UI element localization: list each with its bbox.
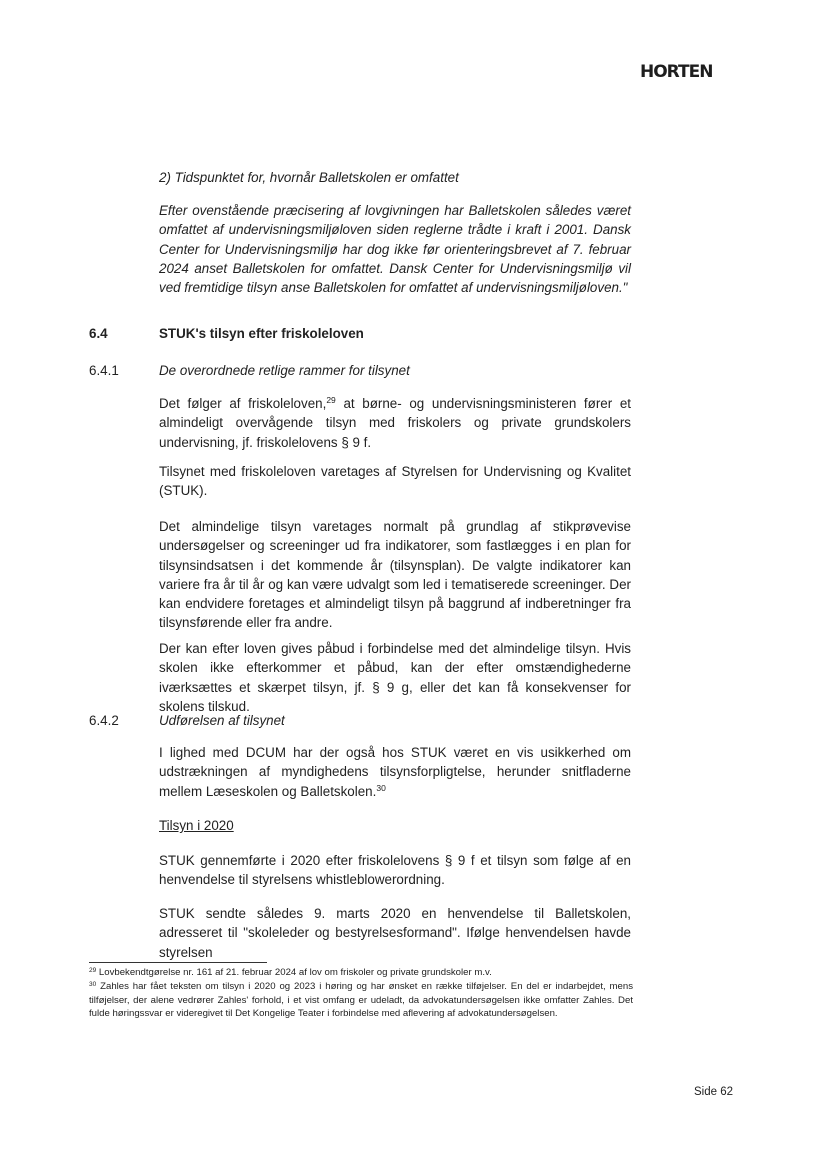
- quote-subtitle: 2) Tidspunktet for, hvornår Balletskolen er omfattet: [159, 170, 459, 185]
- page-number: Side 62: [694, 1086, 734, 1098]
- footnote-30: [89, 980, 633, 1021]
- footnote-ref[interactable]: 30: [376, 782, 386, 793]
- footnote-ref[interactable]: 29: [326, 395, 336, 405]
- footnote-29: [89, 966, 633, 980]
- paragraph: Tilsynet med friskoleloven varetages af Styrelsen for Undervisning og Kvalitet (STUK).: [159, 464, 631, 499]
- paragraph: STUK sendte således 9. marts 2020 en henvendelse til Balletskolen, adresseret til "skoleleder og bestyrelsesformand". Ifølge henvendelsen havde styrelsen: [159, 906, 631, 960]
- section-number-6-4-1: 6.4.1: [89, 363, 119, 378]
- paragraph: [159, 743, 631, 801]
- footnote-separator: [89, 962, 267, 963]
- horten-logo: HORTEN: [640, 62, 713, 82]
- paragraph-text: at børne- og undervisningsministeren fører et almindeligt overvågende tilsyn med friskolers og private grundskolers undervisning, jf. friskolelovens § 9 f.: [159, 396, 631, 450]
- footnote-number: 29: [89, 967, 97, 974]
- paragraph: [159, 394, 631, 452]
- paragraph-text: Det følger af friskoleloven,: [159, 396, 327, 411]
- paragraph: STUK gennemførte i 2020 efter friskolelovens § 9 f et tilsyn som følge af en henvendelse til styrelsens whistleblowerordning.: [159, 853, 631, 888]
- footnote-text: Zahles har fået teksten om tilsyn i 2020 og 2023 i høring og har ønsket en række tilføjelser. En del er indarbejdet, mens tilføjelser, der alene vedrører Zahles' forhold, i et vist omfang er udeladt, da advokatundersøgelsen ikke omfatter Zahles. Det fulde høringssvar er videregivet til Det Kongelige Teater i forbindelse med aflevering af advokatundersøgelsen.: [89, 981, 633, 1020]
- footnote-text: Lovbekendtgørelse nr. 161 af 21. februar 2024 af lov om friskoler og private grundskoler m.v.: [96, 967, 492, 978]
- section-title-6-4-1: De overordnede retlige rammer for tilsynet: [159, 363, 410, 378]
- subheading-tilsyn-2020: Tilsyn i 2020: [159, 818, 234, 833]
- section-number-6-4: 6.4: [89, 326, 108, 341]
- section-title-6-4: STUK's tilsyn efter friskoleloven: [159, 326, 364, 341]
- paragraph: Der kan efter loven gives påbud i forbindelse med det almindelige tilsyn. Hvis skolen ikke efterkommer et påbud, kan der efter omstændighederne iværksættes et skærpet tilsyn, jf. § 9 g, eller det kan få konsekvenser for skolens tilskud.: [159, 641, 631, 714]
- quote-text: Efter ovenstående præcisering af lovgivningen har Balletskolen således været omfattet af undervisningsmiljøloven siden reglerne trådte i kraft i 2001. Dansk Center for Undervisningsmiljø har dog ikke før orienteringsbrevet af 7. februar 2024 anset Balletskolen for omfattet. Dansk Center for Undervisningsmiljø vil ved fremtidige tilsyn anse Balletskolen for omfattet af undervisningsmiljøloven.": [159, 203, 631, 296]
- section-title-6-4-2: Udførelsen af tilsynet: [159, 713, 285, 728]
- paragraph: Det almindelige tilsyn varetages normalt på grundlag af stikprøvevise undersøgelser og screeninger ud fra indikatorer, som fastlægges i en plan for tilsynsindsatsen i det kommende år (tilsynsplan). De valgte indikatorer kan variere fra år til år og kan være udvalgt som led i tematiserede screeninger. Der kan endvidere foretages et almindeligt tilsyn på baggrund af indberetninger fra tilsynsførende eller fra andre.: [159, 519, 631, 631]
- section-number-6-4-2: 6.4.2: [89, 713, 119, 728]
- footnote-number: 30: [89, 981, 97, 988]
- paragraph-text: I lighed med DCUM har der også hos STUK været en vis usikkerhed om udstrækningen af myndighedens tilsynsforpligtelse, herunder snitfladerne mellem Læseskolen og Balletskolen.: [159, 745, 631, 799]
